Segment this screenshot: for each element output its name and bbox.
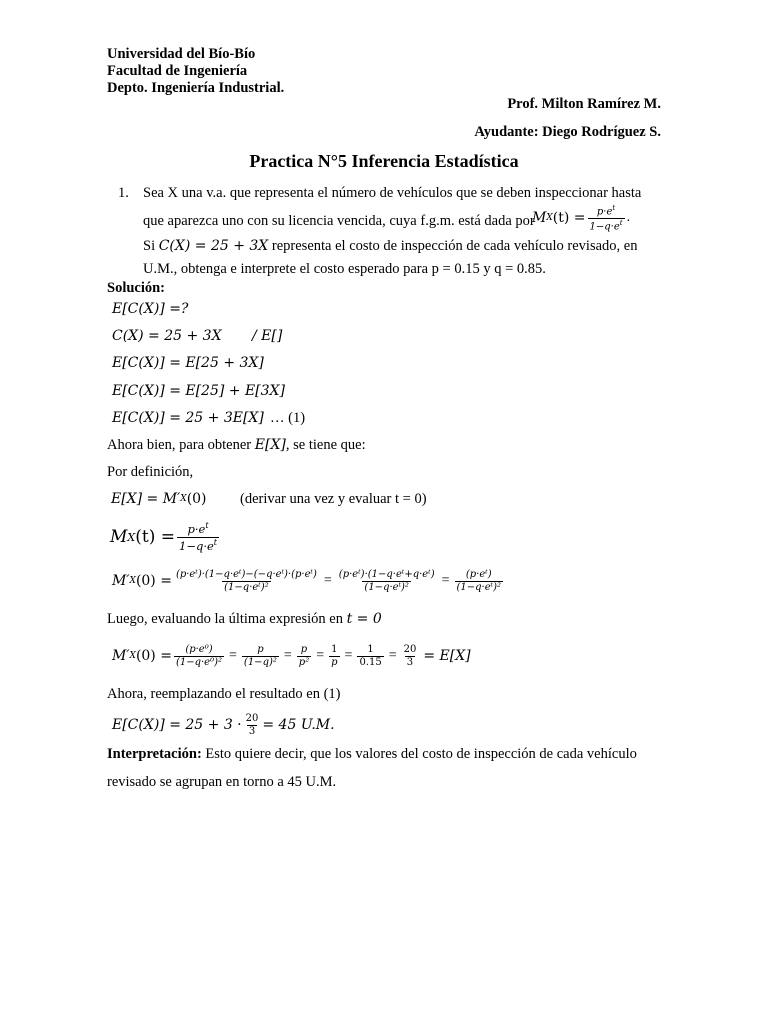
evaluation-fraction-3: $\frac{p}{\text{p²}}$ <box>298 644 310 668</box>
evaluation-fraction-4: $\frac{1}{p}$ <box>331 644 338 668</box>
interpretation-label: Interpretación: <box>107 746 202 762</box>
evaluation-fraction-2: $\frac{p}{\text{(1−q)²}}$ <box>243 644 277 668</box>
cost-equation: C(X) = 25 + 3X <box>158 238 269 254</box>
mgf-fraction: $\frac{p\cdot e^t}{1-q\cdot e^t}$ <box>589 203 623 232</box>
solution-step-2: C(X) = 25 + 3X <box>112 328 222 344</box>
problem-line-2 <box>143 213 535 230</box>
equation-ref-1: … (1) <box>270 410 306 426</box>
solution-step-5: E[C(X)] = 25 + 3E[X] <box>112 410 264 426</box>
mgf-restated: M X (t) = $\frac{p\cdot e^t}{1-q\cdot e^t}$ <box>110 521 218 553</box>
solution-heading: Solución: <box>107 280 166 296</box>
derivative-equation: M′ X (0) = $\frac{\text{(p·eᵗ)·(1−q·eᵗ)−(−q·eᵗ)·(p·eᵗ)}}{\text{(1−q·eᵗ)²}}$ = $\frac{\text{(p·eᵗ)·(1−q·eᵗ+q·eᵗ)}}{\text{(1−q·eᵗ)²}}$ = $\frac{\text{(p·eᵗ)}}{\text{(1−q·eᵗ)²}}$ <box>112 569 502 593</box>
derivative-fraction-1: $\frac{\text{(p·eᵗ)·(1−q·eᵗ)−(−q·eᵗ)·(p·eᵗ)}}{\text{(1−q·eᵗ)²}}$ <box>175 569 317 593</box>
problem-line-4: U.M., obtenga e interprete el costo esperado para p = 0.15 y q = 0.85. <box>143 261 546 277</box>
university-name: Universidad del Bío-Bío <box>107 46 256 62</box>
text-reemplazando: Ahora, reemplazando el resultado en (1) <box>107 686 341 702</box>
problem-number: 1. <box>118 185 129 201</box>
solution-step-3: E[C(X)] = E[25 + 3X] <box>112 355 264 371</box>
interpretation-line-2: revisado se agrupan en torno a 45 U.M. <box>107 774 337 790</box>
problem-mgf-formula: M X (t) = $\frac{p\cdot e^t}{1-q\cdot e^t}$ . <box>532 203 631 232</box>
final-fraction: $\frac{20}{3}$ <box>245 713 259 737</box>
mgf-restated-fraction: $\frac{p\cdot e^t}{1-q\cdot e^t}$ <box>179 521 218 553</box>
solution-step-2-operator: / E[] <box>252 328 283 344</box>
interpretation-line-1: Interpretación: Esto quiere decir, que los valores del costo de inspección de cada vehículo <box>107 746 637 762</box>
derivative-fraction-3: $\frac{\text{(p·eᵗ)}}{\text{(1−q·eᵗ)²}}$ <box>456 569 502 593</box>
text-luego: Luego, evaluando la última expresión en t = 0 <box>107 611 382 627</box>
faculty-name: Facultad de Ingeniería <box>107 63 248 79</box>
problem-line-1: Sea X una v.a. que representa el número de vehículos que se deben inspeccionar hasta <box>143 185 642 201</box>
derivative-fraction-2: $\frac{\text{(p·eᵗ)·(1−q·eᵗ+q·eᵗ)}}{\text{(1−q·eᵗ)²}}$ <box>338 569 435 593</box>
page-title: Practica N°5 Inferencia Estadística <box>249 151 519 171</box>
solution-step-1: E[C(X)] =? <box>112 301 189 317</box>
expectation-definition: E[X] = M′ X (0) <box>111 491 207 507</box>
assistant-name: Ayudante: Diego Rodríguez S. <box>474 124 661 140</box>
text-ahora-bien: Ahora bien, para obtener E[X], se tiene que: <box>107 437 366 453</box>
evaluation-equation: M′ X (0) = $\frac{\text{(p·e⁰)}}{\text{(1−q·e⁰)²}}$ = $\frac{p}{\text{(1−q)²}}$ = $\frac{p}{\text{p²}}$ = $\frac{1}{p}$ = $\frac{1}{0.15}$ = $\frac{20}{3}$ = E[X] <box>112 644 471 668</box>
department-name: Depto. Ingeniería Industrial. <box>107 80 285 96</box>
professor-name: Prof. Milton Ramírez M. <box>507 96 661 112</box>
evaluation-fraction-6: $\frac{20}{3}$ <box>403 644 417 668</box>
problem-line-3: Si C(X) = 25 + 3X representa el costo de inspección de cada vehículo revisado, en <box>143 238 638 254</box>
evaluation-fraction-1: $\frac{\text{(p·e⁰)}}{\text{(1−q·e⁰)²}}$ <box>175 644 223 668</box>
evaluation-fraction-5: $\frac{1}{0.15}$ <box>359 644 382 668</box>
derivative-note: (derivar una vez y evaluar t = 0) <box>240 491 427 507</box>
problem-line-2-text: que aparezca uno con su licencia vencida, cuya f.g.m. está dada por <box>143 213 535 229</box>
solution-step-4: E[C(X)] = E[25] + E[3X] <box>112 383 285 399</box>
text-por-definicion: Por definición, <box>107 464 194 480</box>
final-result-equation: E[C(X)] = 25 + 3 · $\frac{20}{3}$ = 45 U.M. <box>112 713 335 737</box>
